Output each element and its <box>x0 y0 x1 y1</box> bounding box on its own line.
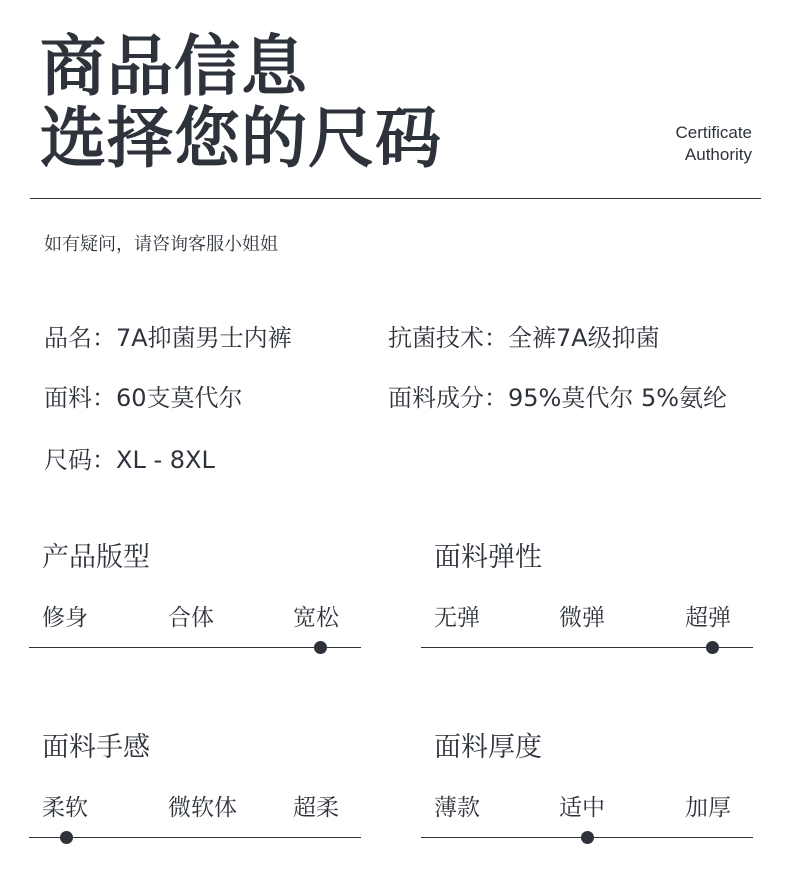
page-title: 商品信息 <box>40 28 308 105</box>
product-name: 品名：7A抑菌男士内裤 <box>44 324 292 352</box>
fit-option-regular: 合体 <box>168 605 214 631</box>
thickness-title: 面料厚度 <box>434 732 542 763</box>
fit-scale-line <box>29 647 361 648</box>
certificate-line-2: Authority <box>684 145 752 164</box>
elasticity-option-super: 超弹 <box>685 605 731 631</box>
fabric-composition: 面料成分：95%莫代尔 5%氨纶 <box>388 384 728 412</box>
customer-service-note: 如有疑问，请咨询客服小姐姐 <box>44 234 278 255</box>
hand-feel-scale-marker <box>60 831 73 844</box>
header-divider <box>30 198 761 199</box>
thickness-scale-marker <box>581 831 594 844</box>
size-range: 尺码：XL - 8XL <box>44 446 215 474</box>
fit-scale-marker <box>314 641 327 654</box>
elasticity-option-none: 无弹 <box>434 605 480 631</box>
thickness-option-medium: 适中 <box>559 795 605 821</box>
hand-feel-scale-line <box>29 837 361 838</box>
hand-feel-option-super-soft: 超柔 <box>293 795 339 821</box>
thickness-option-thick: 加厚 <box>685 795 731 821</box>
elasticity-scale-line <box>421 647 753 648</box>
fabric: 面料：60支莫代尔 <box>44 384 243 412</box>
hand-feel-option-soft: 柔软 <box>42 795 88 821</box>
hand-feel-option-slightly-soft: 微软体 <box>168 795 237 821</box>
thickness-option-thin: 薄款 <box>434 795 480 821</box>
certificate-label <box>675 122 752 166</box>
certificate-line-1: Certificate <box>675 123 752 142</box>
elasticity-title: 面料弹性 <box>434 542 542 573</box>
antibacterial-tech: 抗菌技术：全裤7A级抑菌 <box>388 324 660 352</box>
page-subtitle: 选择您的尺码 <box>40 100 442 177</box>
fit-option-loose: 宽松 <box>293 605 339 631</box>
fit-title: 产品版型 <box>42 542 150 573</box>
hand-feel-title: 面料手感 <box>42 732 150 763</box>
fit-option-slim: 修身 <box>42 605 88 631</box>
elasticity-option-slight: 微弹 <box>559 605 605 631</box>
elasticity-scale-marker <box>706 641 719 654</box>
